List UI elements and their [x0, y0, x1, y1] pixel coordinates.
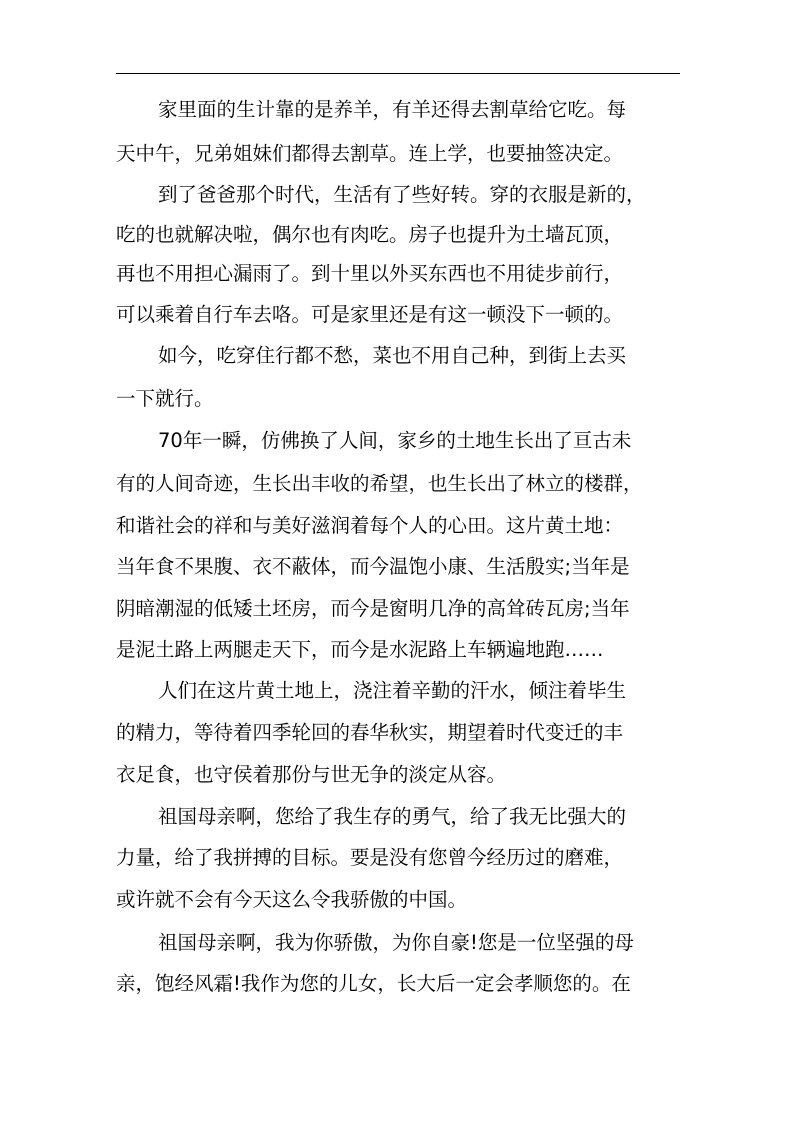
text-line: 有的人间奇迹，生长出丰收的希望，也生长出了林立的楼群，: [116, 472, 643, 495]
text-line: 的精力，等待着四季轮回的春华秋实，期望着时代变迁的丰: [116, 721, 624, 744]
text-line: 70年一瞬，仿佛换了人间，家乡的土地生长出了亘古未: [158, 429, 632, 452]
text-line: 衣足食，也守侯着那份与世无争的淡定从容。: [116, 763, 507, 786]
text-line: 可以乘着自行车去咯。可是家里还是有这一顿没下一顿的。: [116, 303, 624, 326]
text-line: 祖国母亲啊，您给了我生存的勇气，给了我无比强大的: [158, 805, 627, 828]
text-line: 亲，饱经风霜!我作为您的儿女，长大后一定会孝顺您的。在: [116, 972, 631, 995]
text-line: 到了爸爸那个时代，生活有了些好转。穿的衣服是新的，: [158, 183, 646, 206]
text-line: 是泥土路上两腿走天下，而今是水泥路上车辆遍地跑……: [116, 638, 604, 661]
text-line: 家里面的生计靠的是养羊，有羊还得去割草给它吃。每: [158, 98, 627, 121]
text-line: 当年食不果腹、衣不蔽体，而今温饱小康、生活殷实;当年是: [116, 555, 630, 578]
text-line: 和谐社会的祥和与美好滋润着每个人的心田。这片黄土地：: [116, 514, 624, 537]
text-line: 祖国母亲啊，我为你骄傲，为你自豪!您是一位坚强的母: [158, 931, 634, 954]
text-line: 再也不用担心漏雨了。到十里以外买东西也不用徒步前行，: [116, 262, 624, 285]
text-line: 或许就不会有今天这么令我骄傲的中国。: [116, 888, 468, 911]
text-line: 阴暗潮湿的低矮土坯房，而今是窗明几净的高耸砖瓦房;当年: [116, 597, 630, 620]
text-line: 人们在这片黄土地上，浇注着辛勤的汗水，倾注着毕生: [158, 679, 627, 702]
text-line: 力量，给了我拼搏的目标。要是没有您曾今经历过的磨难，: [116, 846, 624, 869]
header-rule: [116, 73, 680, 74]
text-line: 天中午，兄弟姐妹们都得去割草。连上学，也要抽签决定。: [116, 142, 624, 165]
text-line: 如今，吃穿住行都不愁，菜也不用自己种，到街上去买: [158, 344, 627, 367]
text-line: 吃的也就解决啦，偶尔也有肉吃。房子也提升为土墙瓦顶，: [116, 223, 624, 246]
text-line: 一下就行。: [116, 387, 214, 410]
